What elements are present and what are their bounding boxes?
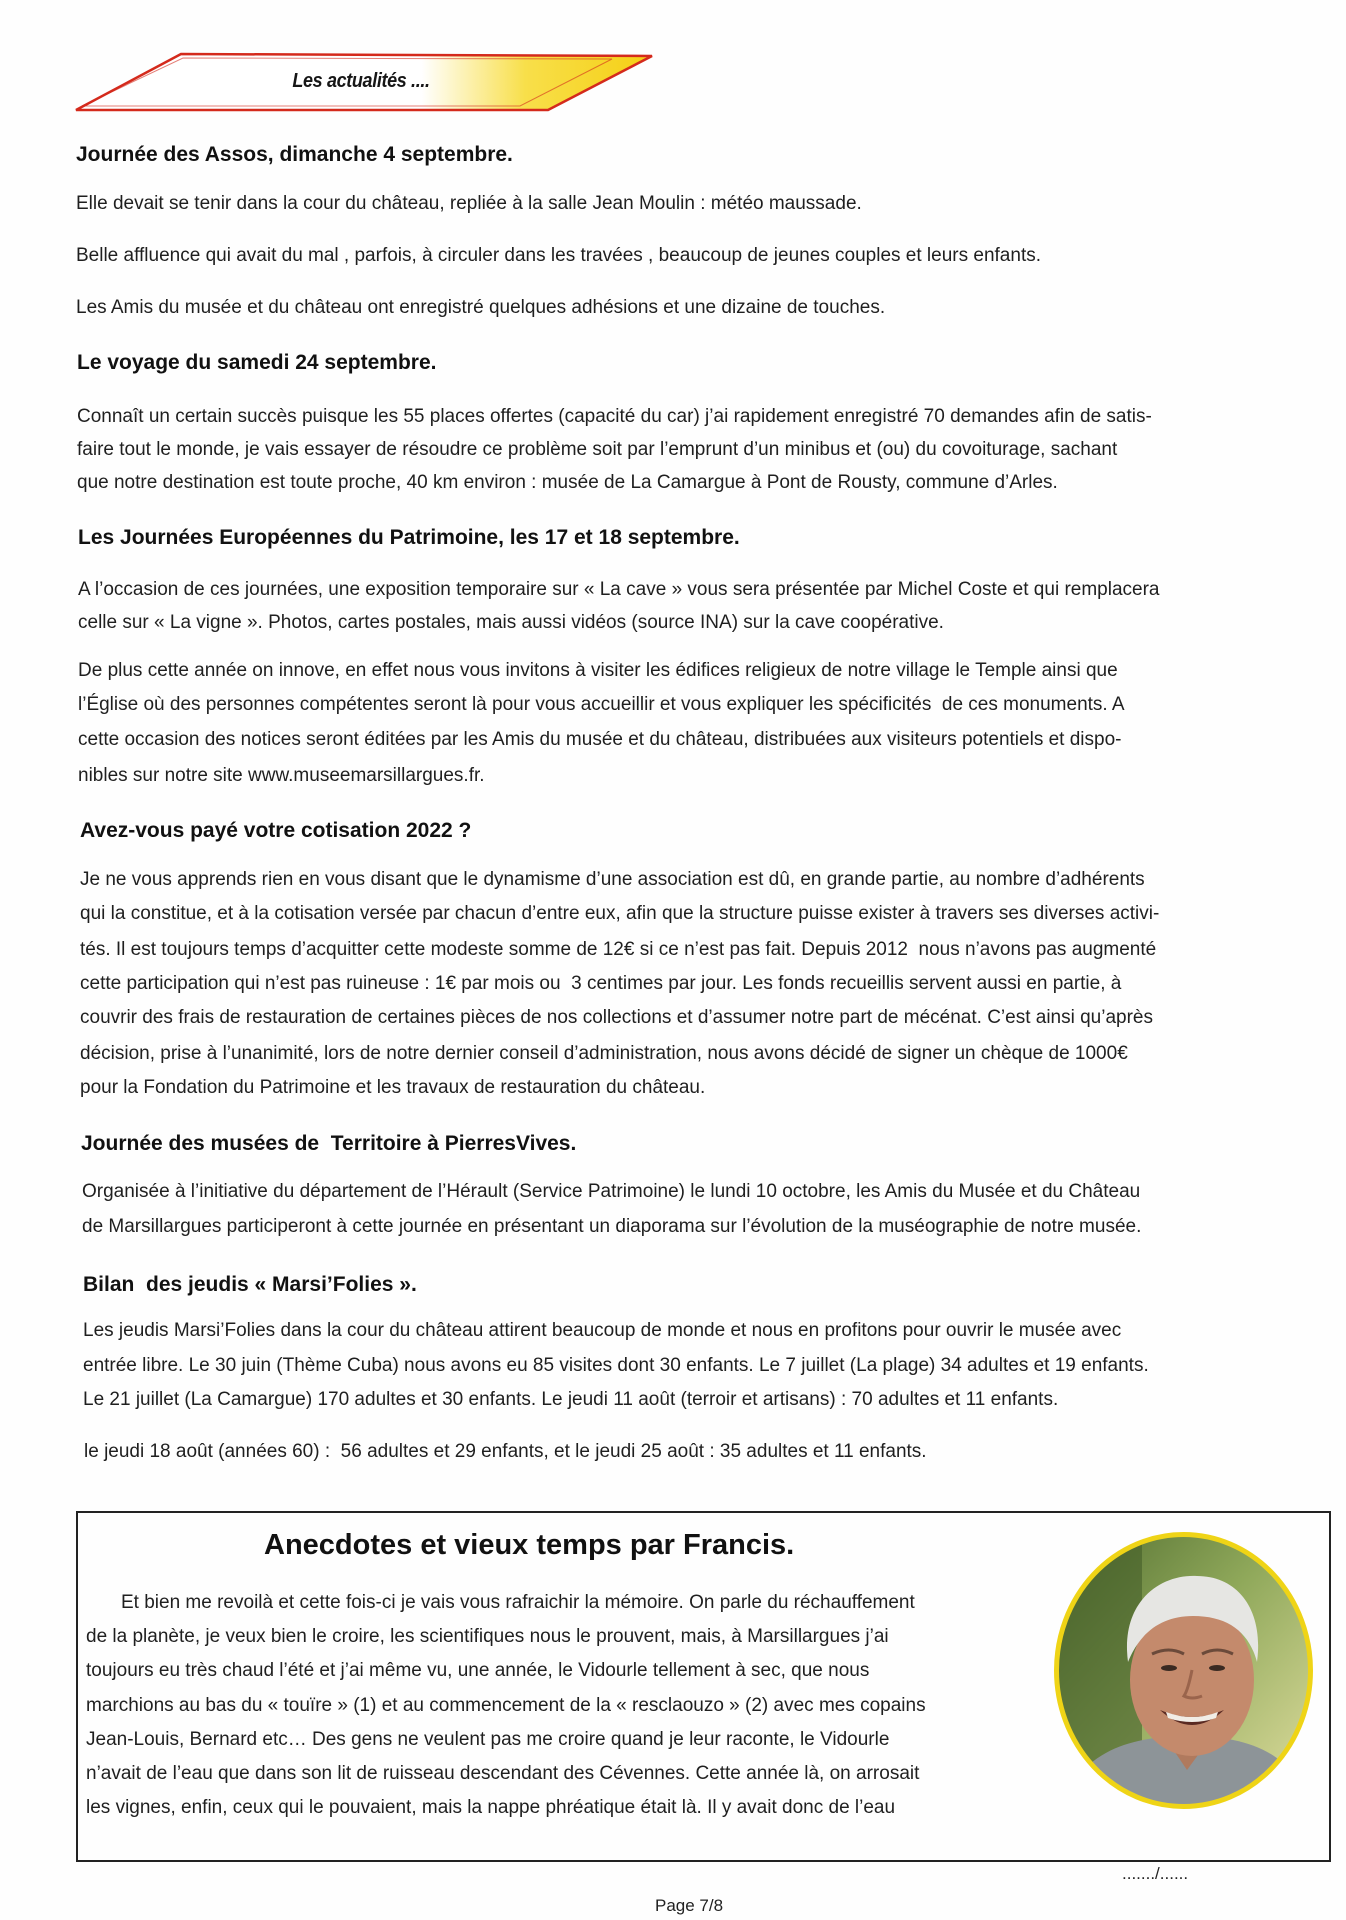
paragraph-line: entrée libre. Le 30 juin (Thème Cuba) nous avons eu 85 visites dont 30 enfants. Le 7 juillet (La plage) 34 adultes et 19 enfants. — [83, 1355, 1149, 1376]
paragraph-line: décision, prise à l’unanimité, lors de notre dernier conseil d’administration, nous avons décidé de signer un chèque de 1000€ — [80, 1043, 1128, 1064]
paragraph-line: Organisée à l’initiative du département de l’Hérault (Service Patrimoine) le lundi 10 octobre, les Amis du Musée et du Château — [82, 1181, 1141, 1202]
paragraph-line: cette participation qui n’est pas ruineuse : 1€ par mois ou 3 centimes par jour. Les fonds recueillis servent aussi en partie, à — [80, 973, 1122, 994]
continuation-marker: ......./...... — [1122, 1864, 1189, 1883]
section-heading: Journée des musées de Territoire à PierresVives. — [81, 1132, 577, 1155]
paragraph-line: faire tout le monde, je vais essayer de résoudre ce problème soit par l’emprunt d’un minibus et (ou) du covoiturage, sachant — [77, 439, 1118, 460]
paragraph-line: Le 21 juillet (La Camargue) 170 adultes et 30 enfants. Le jeudi 11 août (terroir et artisans) : 70 adultes et 11 enfants. — [83, 1389, 1059, 1410]
paragraph-line: De plus cette année on innove, en effet nous vous invitons à visiter les édifices religieux de notre village le Temple ainsi que — [78, 660, 1118, 681]
paragraph-line: Elle devait se tenir dans la cour du château, repliée à la salle Jean Moulin : météo maussade. — [76, 193, 862, 214]
paragraph-line: pour la Fondation du Patrimoine et les travaux de restauration du château. — [80, 1077, 706, 1098]
paragraph-line: l’Église où des personnes compétentes seront là pour vous accueillir et vous expliquer les spécificités de ces monuments. A — [78, 694, 1125, 715]
paragraph-line: que notre destination est toute proche, 40 km environ : musée de La Camargue à Pont de Rousty, commune d’Arles. — [77, 472, 1058, 493]
paragraph-line: les vignes, enfin, ceux qui le pouvaient, mais la nappe phréatique était là. Il y avait donc de l’eau — [86, 1797, 896, 1818]
section-heading: Les Journées Européennes du Patrimoine, les 17 et 18 septembre. — [78, 526, 740, 549]
paragraph-line: de Marsillargues participeront à cette journée en présentant un diaporama sur l’évolution de la muséographie de notre musée. — [82, 1216, 1142, 1237]
paragraph-line: n’avait de l’eau que dans son lit de ruisseau descendant des Cévennes. Cette année là, on arrosait — [86, 1763, 920, 1784]
page-number: Page 7/8 — [655, 1896, 724, 1915]
paragraph-line: Belle affluence qui avait du mal , parfois, à circuler dans les travées , beaucoup de jeunes couples et leurs enfants. — [76, 245, 1042, 266]
banner-title: Les actualités .... — [292, 70, 430, 92]
paragraph-line: tés. Il est toujours temps d’acquitter cette modeste somme de 12€ si ce n’est pas fait. Depuis 2012 nous n’avons pas augmenté — [80, 939, 1157, 960]
paragraph-line: Je ne vous apprends rien en vous disant que le dynamisme d’une association est dû, en grande partie, au nombre d’adhérents — [80, 869, 1145, 890]
paragraph-line: Les jeudis Marsi’Folies dans la cour du château attirent beaucoup de monde et nous en profitons pour ouvrir le musée avec — [83, 1320, 1122, 1341]
paragraph-line: qui la constitue, et à la cotisation versée par chacun d’entre eux, afin que la structure puisse exister à travers ses diverses activi- — [80, 903, 1160, 924]
section-heading: Bilan des jeudis « Marsi’Folies ». — [83, 1273, 417, 1296]
paragraph-line: le jeudi 18 août (années 60) : 56 adultes et 29 enfants, et le jeudi 25 août : 35 adultes et 11 enfants. — [84, 1441, 927, 1462]
paragraph-line: toujours eu très chaud l’été et j’ai même vu, une année, le Vidourle tellement à sec, que nous — [86, 1660, 870, 1681]
anecdote-title: Anecdotes et vieux temps par Francis. — [264, 1529, 795, 1561]
paragraph-line: celle sur « La vigne ». Photos, cartes postales, mais aussi vidéos (source INA) sur la cave coopérative. — [78, 612, 944, 633]
section-heading: Avez-vous payé votre cotisation 2022 ? — [80, 819, 472, 842]
paragraph-line: marchions au bas du « touïre » (1) et au commencement de la « resclaouzo » (2) avec mes copains — [86, 1695, 926, 1716]
section-heading: Le voyage du samedi 24 septembre. — [77, 351, 437, 374]
paragraph-line: Les Amis du musée et du château ont enregistré quelques adhésions et une dizaine de touches. — [76, 297, 886, 318]
section-heading: Journée des Assos, dimanche 4 septembre. — [76, 143, 513, 166]
section-banner — [0, 0, 700, 130]
paragraph-line: nibles sur notre site www.museemarsillargues.fr. — [78, 765, 485, 786]
paragraph-line: de la planète, je veux bien le croire, les scientifiques nous le prouvent, mais, à Marsillargues j’ai — [86, 1626, 889, 1647]
paragraph-line: Jean-Louis, Bernard etc… Des gens ne veulent pas me croire quand je leur raconte, le Vidourle — [86, 1729, 890, 1750]
paragraph-line: A l’occasion de ces journées, une exposition temporaire sur « La cave » vous sera présentée par Michel Coste et qui remplacera — [78, 579, 1160, 600]
paragraph-line: couvrir des frais de restauration de certaines pièces de nos collections et d’assumer notre part de mécénat. C’est ainsi qu’après — [80, 1007, 1153, 1028]
paragraph-line: Et bien me revoilà et cette fois-ci je vais vous rafraichir la mémoire. On parle du réchauffement — [121, 1592, 915, 1613]
paragraph-line: cette occasion des notices seront éditées par les Amis du musée et du château, distribuées aux visiteurs potentiels et dispo- — [78, 729, 1122, 750]
paragraph-line: Connaît un certain succès puisque les 55 places offertes (capacité du car) j’ai rapidement enregistré 70 demandes afin de satis- — [77, 406, 1152, 427]
portrait-photo — [1052, 1530, 1315, 1811]
